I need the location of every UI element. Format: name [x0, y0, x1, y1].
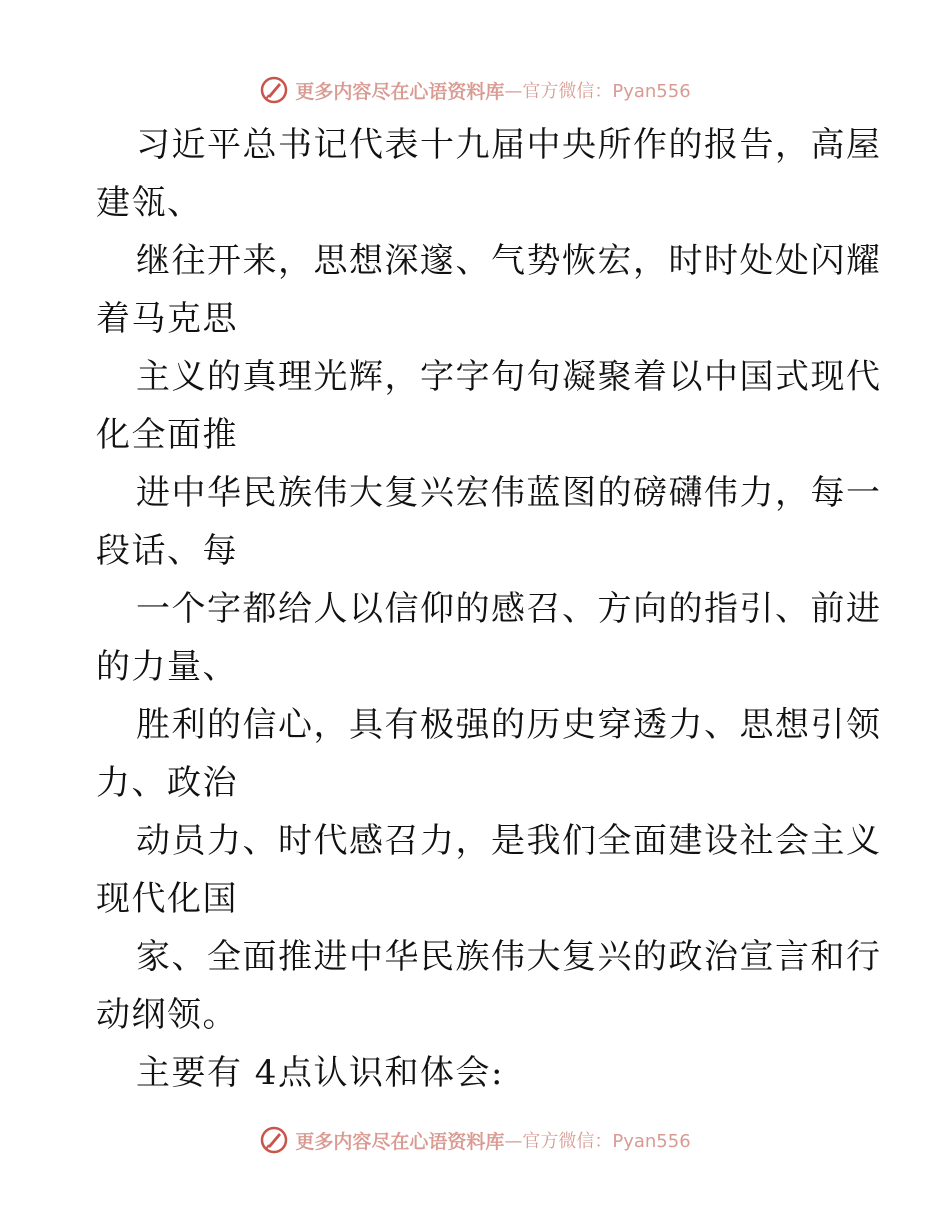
text-line: 继往开来，思想深邃、气势恢宏，时时处处闪耀	[136, 241, 882, 281]
text-line: 着马克思	[96, 299, 238, 339]
text-line: 动纲领。	[96, 995, 238, 1035]
text-line: 进中华民族伟大复兴宏伟蓝图的磅礴伟力，每一	[136, 473, 882, 513]
text-line: 主要有 4点认识和体会:	[136, 1053, 504, 1093]
text-line: 化全面推	[96, 415, 238, 455]
document-body	[96, 116, 882, 1102]
text-line: 家、全面推进中华民族伟大复兴的政治宣言和行	[136, 937, 882, 977]
text-line: 习近平总书记代表十九届中央所作的报告，高屋	[136, 125, 882, 165]
text-line: 的力量、	[96, 647, 238, 687]
text-line: 一个字都给人以信仰的感召、方向的指引、前进	[136, 589, 882, 629]
quill-logo-icon	[259, 75, 289, 105]
watermark-main-text: 更多内容尽在心语资料库	[295, 1130, 505, 1153]
text-line: 现代化国	[96, 879, 238, 919]
text-line: 建瓴、	[96, 183, 203, 223]
text-line: 动员力、时代感召力，是我们全面建设社会主义	[136, 821, 882, 861]
watermark-sub-text: —官方微信：Pyan556	[504, 81, 691, 102]
footer-watermark	[0, 1122, 950, 1158]
text-line: 段话、每	[96, 531, 238, 571]
watermark-sub-text: —官方微信：Pyan556	[504, 1131, 691, 1152]
watermark-main-text: 更多内容尽在心语资料库	[295, 80, 505, 103]
text-line: 胜利的信心，具有极强的历史穿透力、思想引领	[136, 705, 882, 745]
quill-logo-icon	[259, 1125, 289, 1155]
text-line: 主义的真理光辉，字字句句凝聚着以中国式现代	[136, 357, 882, 397]
text-line: 力、政治	[96, 763, 238, 803]
header-watermark	[0, 72, 950, 108]
